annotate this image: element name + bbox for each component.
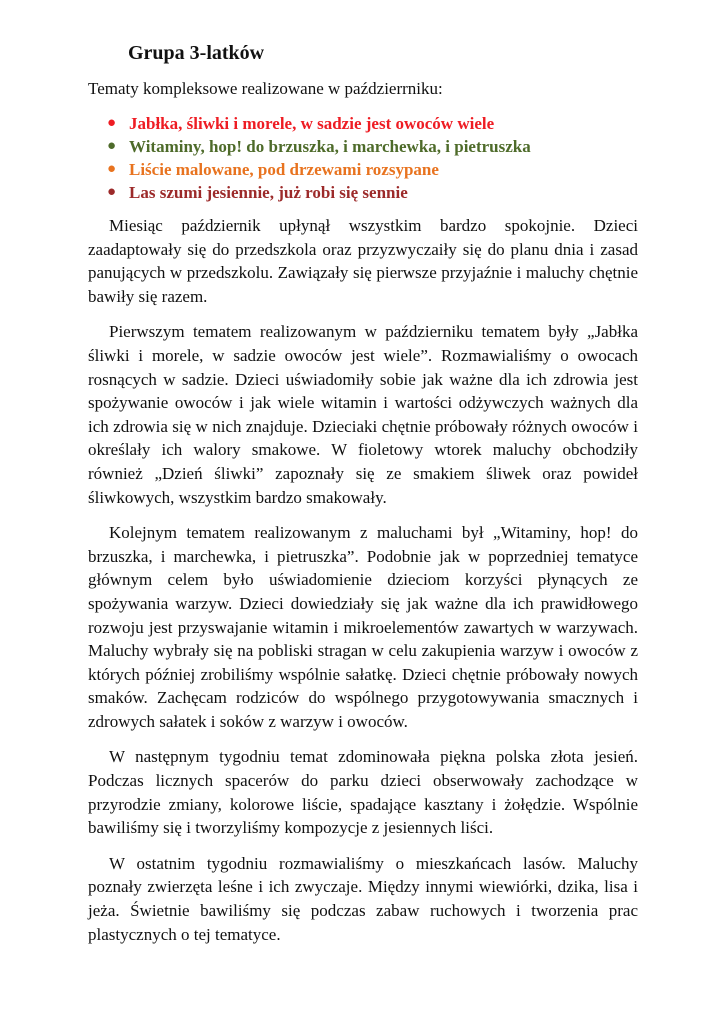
document-page (88, 40, 638, 946)
body-paragraph: Kolejnym tematem realizowanym z maluchami był „Witaminy, hop! do brzuszka, i marchewka, i pietruszka”. Podobnie jak w poprzedniej tematyce głównym celem było uświadomienie dzieciom korzyści płynących ze spożywania warzyw. Dzieci dowiedziały się jak ważne dla ich prawidłowego rozwoju jest przyswajanie witamin i mikroelementów zawartych w warzywach. Maluchy wybrały się na pobliski stragan w celu zakupienia warzyw i owoców z których później zrobiliśmy wspólnie sałatkę. Dzieci chętnie próbowały nowych smaków. Zachęcam rodziców do wspólnego przygotowywania smacznych i zdrowych sałatek i soków z warzyw i owoców. (88, 523, 638, 731)
bullet-icon: ● (107, 115, 117, 131)
body-paragraph: Miesiąc październik upłynął wszystkim bardzo spokojnie. Dzieci zaadaptowały się do przedszkola oraz przyzwyczaiły się do planu dnia i zasad panujących w przedszkolu. Zawiązały się pierwsze przyjaźnie i maluchy chętnie bawiły się razem. (88, 216, 638, 306)
body-paragraph: Pierwszym tematem realizowanym w październiku tematem były „Jabłka śliwki i morele, w sadzie owoców jest wiele”. Rozmawialiśmy o owocach rosnących w sadzie. Dzieci uświadomiły sobie jak ważne dla ich zdrowia jest spożywanie owoców i jak wiele witamin i wartości odżywczych ważnych dla ich zdrowia się w nich znajduje. Dzieciaki chętnie próbowały różnych owoców i określały ich walory smakowe. W fioletowy wtorek maluchy obchodziły również „Dzień śliwki” zapoznały się ze smakiem śliwek oraz powideł śliwkowych, wszystkim bardzo smakowały. (88, 322, 638, 507)
body-paragraph: W następnym tygodniu temat zdominowała piękna polska złota jesień. Podczas licznych spacerów do parku dzieci obserwowały zachodzące w przyrodzie zmiany, kolorowe liście, spadające kasztany i żołędzie. Wspólnie bawiliśmy się i tworzyliśmy kompozycje z jesiennych liści. (88, 747, 638, 838)
topic-item (107, 181, 638, 204)
topic-item (107, 112, 638, 135)
bullet-icon: ● (107, 138, 117, 154)
topic-text: Liście malowane, pod drzewami rozsypane (129, 160, 439, 179)
bullet-icon: ● (107, 161, 117, 177)
topic-item (107, 158, 638, 181)
topic-text: Witaminy, hop! do brzuszka, i marchewka, i pietruszka (129, 137, 531, 156)
document-title: Grupa 3-latków (128, 42, 265, 64)
topic-text: Jabłka, śliwki i morele, w sadzie jest owoców wiele (129, 114, 495, 133)
topics-list (88, 112, 638, 204)
bullet-icon: ● (107, 184, 117, 200)
topic-text: Las szumi jesiennie, już robi się sennie (129, 183, 408, 202)
topic-item (107, 135, 638, 158)
body-paragraph: W ostatnim tygodniu rozmawialiśmy o mieszkańcach lasów. Maluchy poznały zwierzęta leśne i ich zwyczaje. Między innymi wiewiórki, dzika, lisa i jeża. Świetnie bawiliśmy się podczas zabaw ruchowych i tworzenia prac plastycznych o tej tematyce. (88, 853, 638, 944)
intro-text: Tematy kompleksowe realizowane w paździerrniku: (88, 79, 443, 98)
